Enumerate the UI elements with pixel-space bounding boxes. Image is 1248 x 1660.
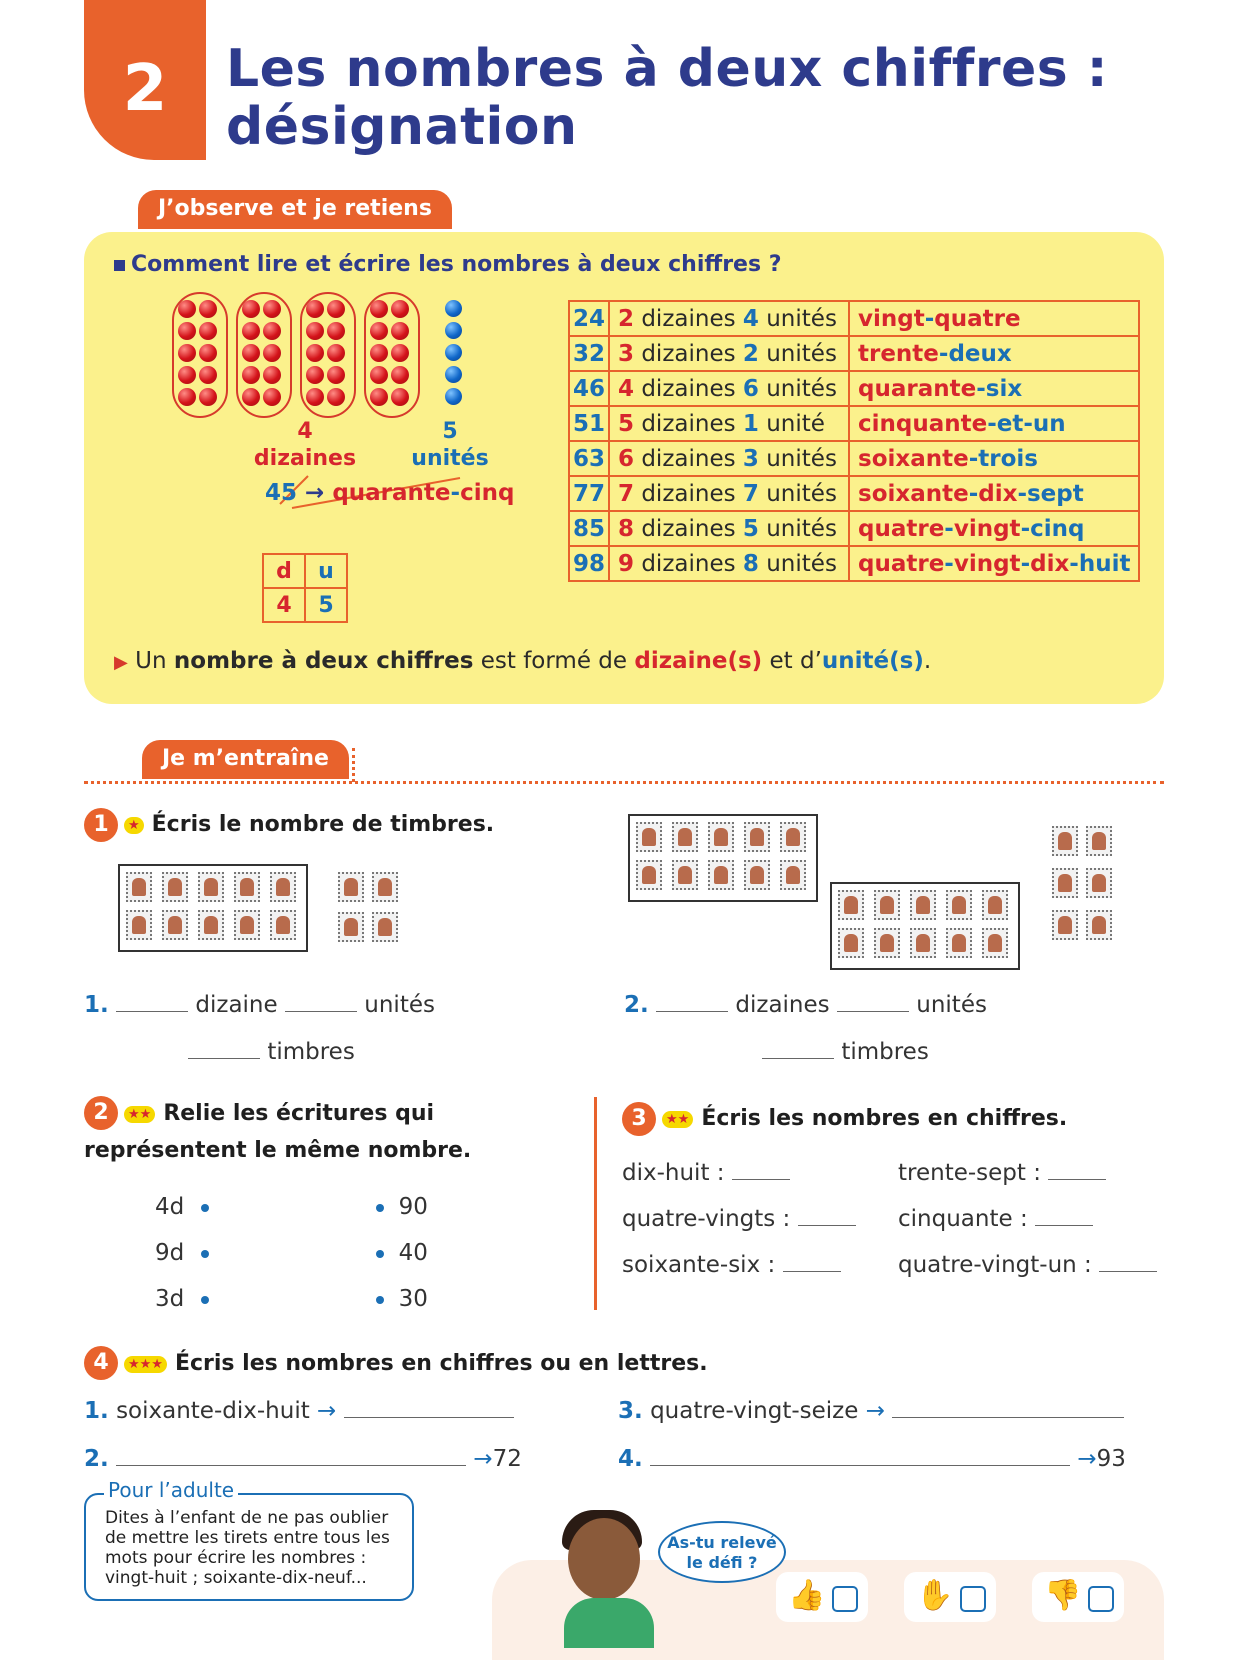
red-bead [327,344,345,362]
child-illustration-body [564,1598,654,1648]
row-decomposition: 3 dizaines 2 unités [609,336,849,371]
exercise-4-item-3: 3. quatre-vingt-seize → [618,1398,1124,1424]
tens-label: 4 dizaines [253,419,357,471]
row-decomposition: 2 dizaines 4 unités [609,301,849,336]
stamp-icon [270,910,296,940]
red-bead [391,344,409,362]
row-words: soixante-trois [849,441,1139,476]
stamp-icon [338,872,364,902]
red-bead [370,322,388,340]
stamp-icon [780,860,806,890]
page-title [226,40,1108,156]
units-label: 5 unités [411,419,489,471]
match-left-item[interactable]: 4d [155,1194,209,1220]
title-line-2: désignation [226,97,578,157]
exercise-1-part-2: 2. dizaines unités [624,992,987,1018]
star-icon: ★★★ [124,1356,167,1373]
row-decomposition: 7 dizaines 7 unités [609,476,849,511]
stamp-icon [270,872,296,902]
star-icon: ★★ [662,1111,693,1128]
du-table [262,553,348,623]
rating-thumbs-side[interactable] [904,1572,996,1622]
answer-blank[interactable] [344,1417,514,1418]
stamp-icon [672,822,698,852]
red-bead [370,366,388,384]
red-bead [199,344,217,362]
red-bead [327,300,345,318]
du-header-d: d [263,554,305,588]
stamp-icon [708,860,734,890]
stamp-icon [672,860,698,890]
number-table-row [569,476,1139,511]
exercise-4-item-4: 4. →93 [618,1446,1126,1472]
stamp-icon [744,860,770,890]
exercise-4-number: 4 [84,1346,118,1380]
exercise-4-item-2: 2. →72 [84,1446,522,1472]
red-bead [263,344,281,362]
stamp-icon [982,890,1008,920]
match-dot[interactable] [201,1250,209,1258]
exercise-3-item: quatre-vingts : [622,1206,856,1232]
red-bead [306,388,324,406]
stamp-icon [234,910,260,940]
stamp-icon [946,928,972,958]
speech-bubble: As-tu relevé le défi ? [658,1521,786,1583]
stamp-icon [708,822,734,852]
red-bead [263,366,281,384]
row-number: 77 [569,476,609,511]
adult-note-text: Dites à l’enfant de ne pas oublier de mettre les tirets entre tous les mots pour écrire les nombres : vingt-huit ; soixante-dix-neuf... [105,1508,390,1588]
red-bead [370,344,388,362]
row-number: 32 [569,336,609,371]
exercise-2-number: 2 [84,1096,118,1130]
red-bead [391,366,409,384]
red-bead [391,322,409,340]
stamp-icon [910,890,936,920]
red-bead [263,300,281,318]
observe-tab: J’observe et je retiens [138,190,452,229]
row-number: 63 [569,441,609,476]
answer-blank[interactable] [116,1465,466,1466]
row-decomposition: 5 dizaines 1 unité [609,406,849,441]
arrow-right-icon: → [317,1398,337,1424]
stamp-icon [126,910,152,940]
answer-blank[interactable] [892,1417,1124,1418]
number-table-row [569,336,1139,371]
answer-blank[interactable] [116,1011,188,1012]
rating-thumbs-up[interactable] [776,1572,868,1622]
blue-bead [445,388,462,405]
exercise-3-item: trente-sept : [898,1160,1106,1186]
triangle-bullet-icon: ▶ [114,652,128,673]
match-dot[interactable] [376,1204,384,1212]
number-table-row [569,301,1139,336]
stamp-icon [838,928,864,958]
du-value-d: 4 [263,588,305,622]
answer-blank[interactable] [188,1058,260,1059]
exercise-3-item: soixante-six : [622,1252,841,1278]
match-right-item[interactable]: 90 [376,1194,428,1220]
du-header-u: u [305,554,347,588]
red-bead [242,344,260,362]
stamp-icon [982,928,1008,958]
answer-blank[interactable] [656,1011,728,1012]
tab-dotted-edge [352,748,355,782]
section-divider [84,781,1164,784]
row-decomposition: 6 dizaines 3 unités [609,441,849,476]
answer-blank[interactable] [837,1011,909,1012]
row-decomposition: 4 dizaines 6 unités [609,371,849,406]
red-bead [306,344,324,362]
stamp-icon [162,910,188,940]
red-bead [391,300,409,318]
red-bead [199,366,217,384]
answer-blank[interactable] [285,1011,357,1012]
checkbox[interactable] [1088,1586,1114,1612]
stamp-icon [234,872,260,902]
number-table-row [569,406,1139,441]
red-bead [327,388,345,406]
stamp-icon [338,912,364,942]
stamp-icon [198,910,224,940]
row-words: soixante-dix-sept [849,476,1139,511]
number-table [568,300,1140,582]
red-bead [306,366,324,384]
stamp-icon [636,822,662,852]
match-right-item[interactable]: 40 [376,1240,428,1266]
answer-blank[interactable] [798,1225,856,1226]
row-number: 85 [569,511,609,546]
red-bead [178,344,196,362]
stamp-icon [910,928,936,958]
column-separator [594,1097,597,1310]
exercise-1-part-2-total: timbres [762,1039,929,1065]
red-bead [391,388,409,406]
exercise-2-title-line-1: ★★ Relie les écritures qui [124,1101,434,1126]
red-bead [199,322,217,340]
red-bead [370,300,388,318]
stamp-icon [636,860,662,890]
row-words: cinquante-et-un [849,406,1139,441]
chapter-number: 2 [122,52,168,126]
red-bead [306,322,324,340]
blue-bead [445,344,462,361]
blue-bead [445,366,462,383]
train-tab: Je m’entraîne [142,740,349,779]
answer-blank[interactable] [762,1058,834,1059]
red-bead [178,322,196,340]
red-bead [306,300,324,318]
row-words: quatre-vingt-dix-huit [849,546,1139,581]
adult-note-title: Pour l’adulte [104,1478,238,1502]
exercise-1-title: ★ Écris le nombre de timbres. [124,812,494,837]
answer-blank[interactable] [1048,1179,1106,1180]
red-bead [199,388,217,406]
red-bead [178,366,196,384]
exercise-2-title-line-2: représentent le même nombre. [84,1138,472,1163]
arrow-right-icon: → [473,1446,493,1472]
answer-blank[interactable] [783,1271,841,1272]
red-bead [242,388,260,406]
stamp-icon [874,890,900,920]
du-value-u: 5 [305,588,347,622]
stamp-icon [372,872,398,902]
stamp-icon [874,928,900,958]
match-right-item[interactable]: 30 [376,1286,428,1312]
answer-blank[interactable] [650,1465,1070,1466]
red-bead [178,388,196,406]
exercise-1-number: 1 [84,808,118,842]
rating-thumbs-down[interactable] [1032,1572,1124,1622]
example-45: 45 → quarante-cinq [265,480,515,506]
answer-blank[interactable] [1099,1271,1157,1272]
match-dot[interactable] [201,1296,209,1304]
stamp-icon [1052,910,1078,940]
rule-sentence: ▶ Un nombre à deux chiffres est formé de dizaine(s) et d’unité(s). [114,648,932,674]
exercise-3-item: quatre-vingt-un : [898,1252,1157,1278]
exercise-3-number: 3 [622,1102,656,1136]
red-bead [242,366,260,384]
row-number: 98 [569,546,609,581]
red-bead [199,300,217,318]
stamp-icon [780,822,806,852]
stamp-icon [372,912,398,942]
row-number: 24 [569,301,609,336]
row-decomposition: 8 dizaines 5 unités [609,511,849,546]
stamp-icon [744,822,770,852]
red-bead [242,300,260,318]
row-words: trente-deux [849,336,1139,371]
exercise-1-part-1-total: timbres [188,1039,355,1065]
exercise-3-item: dix-huit : [622,1160,790,1186]
match-left-item[interactable]: 9d [155,1240,209,1266]
stamp-icon [838,890,864,920]
star-icon: ★★ [124,1106,155,1123]
red-bead [263,388,281,406]
star-icon: ★ [124,817,144,834]
number-table-row [569,371,1139,406]
thumbs-up-icon: 👍 [788,1578,826,1613]
answer-blank[interactable] [1035,1225,1093,1226]
exercise-1-part-1: 1. dizaine unités [84,992,435,1018]
match-left-item[interactable]: 3d [155,1286,209,1312]
stamp-icon [946,890,972,920]
stamp-icon [1052,868,1078,898]
stamp-icon [126,872,152,902]
blue-bead [445,322,462,339]
stamp-icon [162,872,188,902]
number-table-row [569,546,1139,581]
thumbs-down-icon: 👎 [1044,1578,1082,1613]
match-dot[interactable] [201,1204,209,1212]
observe-question: Comment lire et écrire les nombres à deux chiffres ? [114,252,781,277]
stamp-icon [1086,910,1112,940]
number-table-row [569,441,1139,476]
stamp-icon [1052,826,1078,856]
row-words: quatre-vingt-cinq [849,511,1139,546]
row-words: quarante-six [849,371,1139,406]
exercise-3-title: ★★ Écris les nombres en chiffres. [662,1106,1067,1131]
red-bead [370,388,388,406]
row-decomposition: 9 dizaines 8 unités [609,546,849,581]
red-bead [242,322,260,340]
red-bead [327,366,345,384]
match-dot[interactable] [376,1250,384,1258]
title-line-1: Les nombres à deux chiffres : [226,39,1109,99]
red-bead [327,322,345,340]
checkbox[interactable] [960,1586,986,1612]
exercise-4-title: ★★★ Écris les nombres en chiffres ou en lettres. [124,1351,708,1376]
match-dot[interactable] [376,1296,384,1304]
stamp-icon [198,872,224,902]
red-bead [178,300,196,318]
stamp-icon [1086,826,1112,856]
bullet-square-icon [114,260,125,271]
row-number: 46 [569,371,609,406]
checkbox[interactable] [832,1586,858,1612]
thumbs-side-icon: ✋ [916,1578,954,1613]
number-table-row [569,511,1139,546]
arrow-right-icon: → [865,1398,885,1424]
exercise-4-item-1: 1. soixante-dix-huit → [84,1398,514,1424]
row-words: vingt-quatre [849,301,1139,336]
red-bead [263,322,281,340]
answer-blank[interactable] [732,1179,790,1180]
row-number: 51 [569,406,609,441]
child-illustration [568,1518,640,1600]
arrow-right-icon: → [1077,1446,1097,1472]
exercise-3-item: cinquante : [898,1206,1093,1232]
blue-bead [445,300,462,317]
stamp-icon [1086,868,1112,898]
